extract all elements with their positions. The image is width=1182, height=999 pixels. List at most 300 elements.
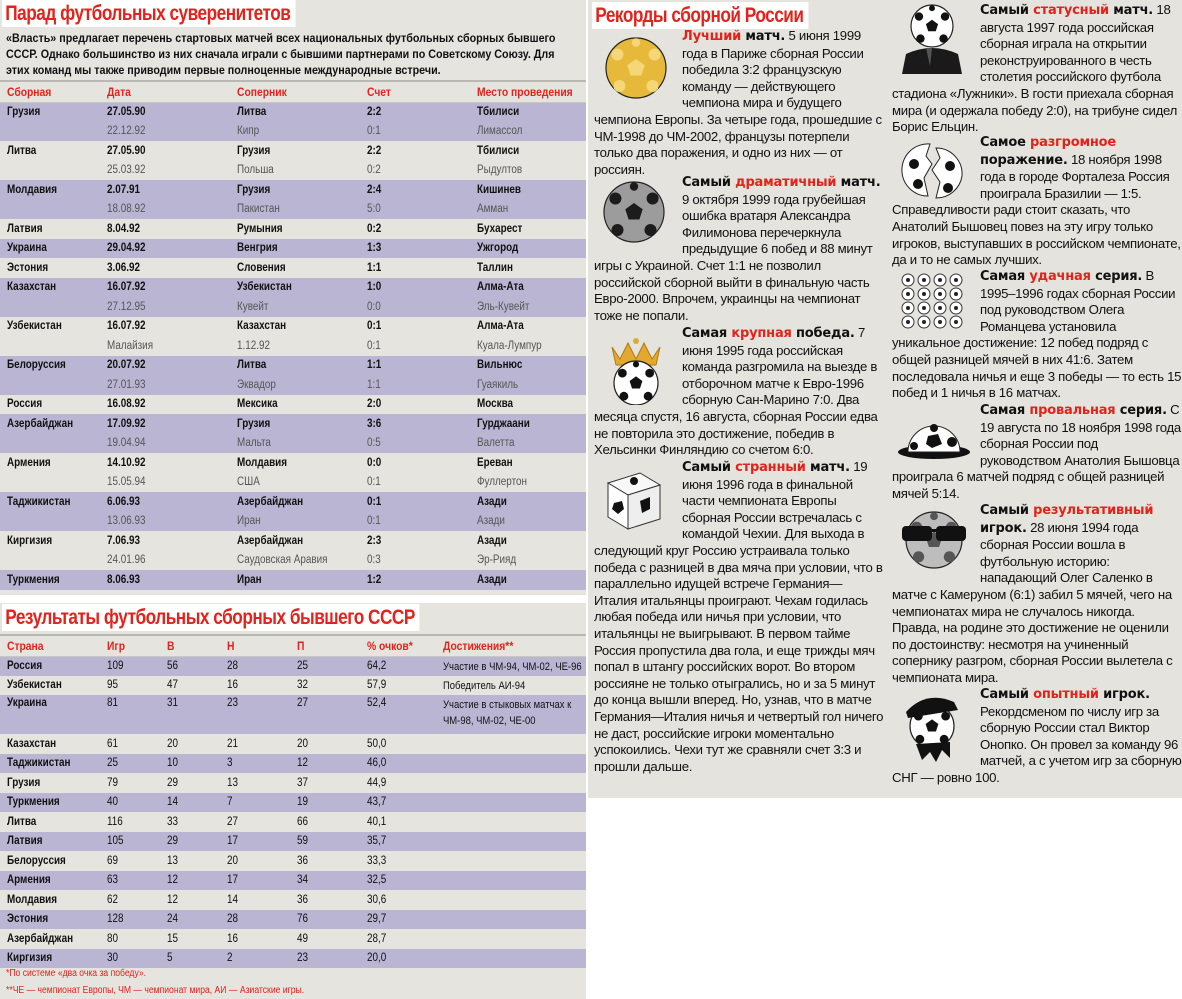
losses-cell: 12: [297, 757, 309, 770]
country-cell: Туркмения: [7, 796, 60, 809]
achievements-cell: [436, 851, 586, 871]
draws-cell: 7: [227, 796, 233, 809]
first-matches-table: [0, 80, 586, 590]
team-cell: [0, 297, 100, 317]
opponent-cell: Грузия: [237, 144, 271, 157]
results-table: [0, 634, 586, 968]
points-pct-cell: 20,0: [367, 952, 387, 965]
date-cell: 8.06.93: [107, 573, 141, 586]
score-cell: 1:0: [367, 281, 382, 294]
points-pct-cell: 50,0: [367, 737, 387, 750]
opponent-cell: 1.12.92: [237, 339, 271, 352]
achievements-cell: [436, 754, 586, 774]
points-pct-cell: 28,7: [367, 932, 387, 945]
score-cell: 1:1: [367, 261, 382, 274]
opponent-cell: Азербайджан: [237, 495, 304, 508]
col-header: Место проведения: [477, 84, 573, 99]
date-cell: 6.06.93: [107, 495, 141, 508]
table-row: [0, 336, 586, 356]
date-cell: 27.05.90: [107, 144, 146, 157]
losses-cell: 19: [297, 796, 309, 809]
wins-cell: 12: [167, 874, 179, 887]
games-cell: 81: [107, 697, 119, 709]
games-cell: 30: [107, 952, 119, 965]
score-cell: 0:1: [367, 125, 381, 138]
venue-cell: Алма-Ата: [477, 281, 524, 294]
team-cell: Таджикистан: [7, 495, 71, 508]
score-cell: 2:3: [367, 534, 382, 547]
country-cell: Литва: [7, 815, 37, 828]
venue-cell: Тбилиси: [477, 106, 520, 118]
opponent-cell: Узбекистан: [237, 281, 292, 294]
golden-ball-icon: [594, 28, 682, 100]
table-row: [0, 695, 586, 734]
points-pct-cell: 32,5: [367, 874, 387, 887]
wins-cell: 20: [167, 737, 179, 750]
points-pct-cell: 64,2: [367, 660, 387, 672]
points-pct-cell: 40,1: [367, 815, 387, 828]
team-cell: Туркмения: [7, 573, 60, 586]
opponent-cell: Польша: [237, 164, 274, 177]
score-cell: 1:2: [367, 573, 382, 586]
team-cell: Грузия: [7, 106, 41, 118]
score-cell: 0:1: [367, 495, 382, 508]
record-body: 7 июня 1995 года российская команда разгромила на выезде в отборочном матче к Евро-1996 сборную Сан-Марино 7:0. Два месяца спустя, 16 августа, сборная России едва не повторила это достижение, победив в Хельсинки Финляндию со счетом 6:0.: [594, 325, 878, 458]
wins-cell: 56: [167, 660, 179, 672]
table-row: [0, 453, 586, 473]
table-row: [0, 656, 586, 676]
team-cell: [0, 161, 100, 181]
games-cell: 79: [107, 776, 119, 789]
record-heading: Самое разгромное поражение.: [980, 135, 1117, 168]
points-pct-cell: 44,9: [367, 776, 387, 789]
record-body: 9 октября 1999 года грубейшая ошибка вратаря Александра Филимонова перечеркнула предыдущие 6 побед и 88 минут игры с Украиной. Счет 1:1 не позволил российской сборной выйти в финальную часть Евро-2000. Впрочем, украинцы на чемпионат тоже не попали.: [594, 191, 873, 323]
record-heading: Самая крупная победа.: [682, 326, 855, 341]
losses-cell: 27: [297, 697, 309, 709]
draws-cell: 23: [227, 697, 239, 709]
score-cell: 2:2: [367, 106, 382, 118]
record-item: [594, 174, 884, 324]
team-cell: Белоруссия: [7, 359, 66, 372]
venue-cell: Куала-Лумпур: [477, 339, 542, 352]
games-cell: 128: [107, 913, 124, 926]
opponent-cell: США: [237, 476, 260, 489]
record-heading: Самый статусный матч.: [980, 3, 1154, 18]
table-row: [0, 375, 586, 395]
opponent-cell: Эквадор: [237, 378, 276, 391]
score-cell: 1:1: [367, 359, 382, 372]
venue-cell: Азади: [477, 573, 507, 586]
draws-cell: 3: [227, 757, 233, 770]
table-row: [0, 793, 586, 813]
date-cell: 16.07.92: [107, 320, 146, 333]
venue-cell: Рыдултов: [477, 164, 523, 177]
country-cell: Узбекистан: [7, 679, 62, 692]
col-header: Счет: [367, 84, 391, 99]
achievements-cell: [436, 910, 586, 930]
col-header: Дата: [107, 84, 131, 99]
table-row: [0, 531, 586, 551]
sinking-ball-icon: [892, 402, 980, 462]
table-row: [0, 434, 586, 454]
grey-ball-icon: [594, 174, 682, 246]
date-cell: 17.09.92: [107, 417, 146, 430]
table-row: [0, 219, 586, 239]
country-cell: Молдавия: [7, 893, 58, 906]
parade-title: Парад футбольных суверенитетов: [2, 0, 295, 27]
date-cell: 25.03.92: [107, 164, 146, 177]
wins-cell: 15: [167, 932, 179, 945]
table-row: [0, 122, 586, 142]
draws-cell: 17: [227, 835, 239, 848]
record-body: 19 июня 1996 года в финальной части чемпионата Европы сборная России встречалась с командой Чехии. Для выхода в следующий круг Россию устраивала только победа с разницей в два мяча при условии, что в параллельно идущей встрече Германия—Италия итальянцы проиграют. Чехам годилась любая победа или ничья при условии, что итальянцы не выигрывают. В первом тайме Россия пропустила два гола, и еще трижды мяч попал в штангу российских ворот. Во втором россияне не только отыгрались, но и за 5 минут до конца вышли вперед. Но, узнав, что в матче Германия—Италия ничья и четвертый гол ничего не даст, российские игроки моментально успокоились. Чехи тут же сравняли счет 3:3 и прошли дальше.: [594, 459, 884, 774]
games-cell: 69: [107, 854, 119, 867]
record-heading: Самый драматичный матч.: [682, 175, 881, 190]
table-row: [0, 832, 586, 852]
date-cell: 14.10.92: [107, 456, 146, 469]
record-heading: Самый результативный игрок.: [980, 503, 1154, 536]
venue-cell: Вильнюс: [477, 359, 523, 372]
record-item: [594, 325, 884, 459]
record-item: [892, 268, 1182, 402]
record-body: С 19 августа по 18 ноября 1998 года сборная России под руководством Анатолия Бышовца проиграла 6 матчей подряд с общей разницей мячей 5:14.: [892, 402, 1181, 501]
table-row: [0, 200, 586, 220]
team-cell: Молдавия: [7, 183, 58, 196]
date-cell: 24.01.96: [107, 554, 146, 567]
table-row: [0, 141, 586, 161]
date-cell: 15.05.94: [107, 476, 146, 489]
parade-title-wrap: [2, 0, 360, 27]
country-cell: Азербайджан: [7, 932, 74, 945]
footnote-abbrev: **ЧЕ — чемпионат Европы, ЧМ — чемпионат мира, АИ — Азиатские игры.: [6, 985, 305, 996]
losses-cell: 59: [297, 835, 309, 848]
score-cell: 0:5: [367, 437, 381, 450]
date-cell: 2.07.91: [107, 183, 141, 196]
opponent-cell: Кувейт: [237, 300, 269, 313]
date-cell: 16.07.92: [107, 281, 146, 294]
opponent-cell: Мальта: [237, 437, 271, 450]
score-cell: 5:0: [367, 203, 381, 216]
draws-cell: 16: [227, 932, 239, 945]
broken-ball-icon: [892, 134, 980, 202]
wins-cell: 29: [167, 776, 179, 789]
venue-cell: Лимассол: [477, 125, 523, 138]
record-item: [594, 28, 884, 178]
col-header: Соперник: [237, 84, 287, 99]
venue-cell: Азади: [477, 495, 507, 508]
col-header: Страна: [7, 638, 44, 653]
table-row: [0, 180, 586, 200]
draws-cell: 16: [227, 679, 239, 692]
opponent-cell: Азербайджан: [237, 534, 304, 547]
wins-cell: 47: [167, 679, 179, 692]
achievements-cell: [436, 734, 586, 754]
wins-cell: 33: [167, 815, 179, 828]
score-cell: 2:4: [367, 183, 382, 196]
draws-cell: 13: [227, 776, 239, 789]
draws-cell: 20: [227, 854, 239, 867]
col-header: Игр: [107, 638, 126, 653]
points-pct-cell: 33,3: [367, 854, 387, 867]
team-cell: Россия: [7, 398, 43, 411]
ball-grid-icon: [892, 268, 980, 332]
venue-cell: Эр-Рияд: [477, 554, 517, 567]
record-body: 5 июня 1999 года в Париже сборная России победила 3:2 французскую команду — действующего чемпиона мира и будущего чемпиона Европы. За четыре года, прошедшие с ЧМ-1998 до ЧМ-2002, французы потерпели только два поражения, и одно из них — от россиян.: [594, 28, 882, 177]
date-cell: Малайзия: [107, 339, 154, 352]
score-cell: 2:2: [367, 144, 382, 157]
table-row: [0, 258, 586, 278]
opponent-cell: Саудовская Аравия: [237, 554, 328, 567]
table-header-row: [0, 635, 586, 656]
score-cell: 0:1: [367, 339, 381, 352]
score-cell: 0:2: [367, 164, 381, 177]
score-cell: 2:0: [367, 398, 382, 411]
score-cell: 0:0: [367, 456, 382, 469]
col-header: В: [167, 638, 175, 653]
record-item: [892, 686, 1182, 787]
table-row: [0, 102, 586, 122]
wins-cell: 12: [167, 893, 179, 906]
date-cell: 13.06.93: [107, 515, 146, 528]
country-cell: Украина: [7, 697, 47, 709]
date-cell: 27.01.93: [107, 378, 146, 391]
record-item: [892, 502, 1182, 687]
losses-cell: 37: [297, 776, 309, 789]
venue-cell: Таллин: [477, 261, 513, 274]
record-body: 28 июня 1994 года сборная России вошла в футбольную историю: нападающий Олег Саленко в матче с Камеруном (6:1) забил 5 мячей, чего на чемпионатах мира не случалось никогда. Правда, на родине это достижение не оценили по достоинству: несмотря на учиненный сопернику разгром, сборная России вылетела с чемпионата мира.: [892, 519, 1173, 685]
team-cell: [0, 122, 100, 142]
achievements-cell: [436, 773, 586, 793]
opponent-cell: Грузия: [237, 417, 271, 430]
achievements-cell: [436, 871, 586, 891]
venue-cell: Бухарест: [477, 222, 523, 235]
table-row: [0, 356, 586, 376]
team-cell: [0, 336, 100, 356]
losses-cell: 20: [297, 737, 309, 750]
games-cell: 40: [107, 796, 119, 809]
table-row: [0, 812, 586, 832]
team-cell: Литва: [7, 144, 37, 157]
games-cell: 61: [107, 737, 119, 750]
opponent-cell: Иран: [237, 515, 261, 528]
team-cell: [0, 434, 100, 454]
draws-cell: 28: [227, 660, 239, 672]
team-cell: Азербайджан: [7, 417, 74, 430]
bearded-ball-icon: [892, 686, 980, 766]
venue-cell: Азади: [477, 515, 505, 528]
date-cell: 3.06.92: [107, 261, 141, 274]
games-cell: 63: [107, 874, 119, 887]
table-row: [0, 754, 586, 774]
venue-cell: Фуллертон: [477, 476, 527, 489]
country-cell: Россия: [7, 660, 43, 672]
team-cell: [0, 200, 100, 220]
table-row: [0, 317, 586, 337]
venue-cell: Ужгород: [477, 242, 519, 255]
table-row: [0, 929, 586, 949]
date-cell: 18.08.92: [107, 203, 146, 216]
venue-cell: Кишинев: [477, 183, 521, 196]
table-row: [0, 414, 586, 434]
table-row: [0, 161, 586, 181]
record-body: 18 ноября 1998 года в городе Форталеза Россия проиграла Бразилии — 1:5. Справедливости ради стоит сказать, что Анатолий Бышовец повез на эту игру только игроков, выступавших в российском чемпионате, да и то не самых лучших.: [892, 151, 1181, 268]
country-cell: Белоруссия: [7, 854, 66, 867]
team-cell: Армения: [7, 456, 51, 469]
wins-cell: 5: [167, 952, 173, 965]
opponent-cell: Грузия: [237, 183, 271, 196]
score-cell: 1:1: [367, 378, 381, 391]
table-row: [0, 773, 586, 793]
section-divider: [0, 595, 586, 603]
parade-intro: «Власть» предлагает перечень стартовых матчей всех национальных футбольных сборных бывшего СССР. Однако большинство из них сначала играли с бывшими партнерами по Советскому Союзу. Для этих команд мы также приводим первые полноценные международные встречи.: [6, 31, 556, 77]
venue-cell: Азади: [477, 534, 507, 547]
date-cell: 22.12.92: [107, 125, 146, 138]
wins-cell: 13: [167, 854, 179, 867]
country-cell: Грузия: [7, 776, 41, 789]
team-cell: [0, 551, 100, 571]
country-cell: Латвия: [7, 835, 43, 848]
record-body: В 1995–1996 годах сборная России под руководством Олега Романцева установила уникальное достижение: 12 побед подряд с общей разницей мячей в них 41:6. Затем последовала ничья и еще 3 победы — то есть 15 побед и 1 ничья в 16 матчах.: [892, 268, 1182, 401]
team-cell: Узбекистан: [7, 320, 62, 333]
wins-cell: 10: [167, 757, 179, 770]
table-row: [0, 278, 586, 298]
country-cell: Киргизия: [7, 952, 53, 965]
record-heading: Самая удачная серия.: [980, 269, 1143, 284]
record-item: [892, 2, 1182, 136]
score-cell: 3:6: [367, 417, 382, 430]
record-item: [892, 402, 1182, 503]
footnote-points: *По системе «два очка за победу».: [6, 968, 147, 979]
venue-cell: Гурджаани: [477, 417, 530, 430]
points-pct-cell: 43,7: [367, 796, 387, 809]
games-cell: 95: [107, 679, 119, 692]
score-cell: 1:3: [367, 242, 382, 255]
date-cell: 29.04.92: [107, 242, 146, 255]
achievements-cell: [436, 793, 586, 813]
ball-sunglasses-icon: [892, 502, 980, 574]
losses-cell: 23: [297, 952, 309, 965]
table-row: [0, 890, 586, 910]
table-row: [0, 734, 586, 754]
table-row: [0, 570, 586, 590]
crowned-ball-icon: [594, 325, 682, 405]
games-cell: 105: [107, 835, 124, 848]
wins-cell: 31: [167, 697, 179, 709]
score-cell: 0:3: [367, 554, 381, 567]
games-cell: 116: [107, 815, 123, 828]
team-cell: Киргизия: [7, 534, 53, 547]
losses-cell: 25: [297, 660, 309, 672]
col-header: Сборная: [7, 84, 52, 99]
venue-cell: Москва: [477, 398, 514, 411]
games-cell: 80: [107, 932, 119, 945]
cube-ball-icon: [594, 459, 682, 531]
record-heading: Лучший матч.: [682, 29, 786, 44]
draws-cell: 14: [227, 893, 239, 906]
achievements-cell: [436, 949, 586, 969]
achievements-cell: [436, 832, 586, 852]
wins-cell: 24: [167, 913, 179, 926]
team-cell: Украина: [7, 242, 47, 255]
draws-cell: 28: [227, 913, 239, 926]
col-header: Н: [227, 638, 235, 653]
losses-cell: 66: [297, 815, 309, 828]
country-cell: Казахстан: [7, 737, 57, 750]
date-cell: 19.04.94: [107, 437, 146, 450]
venue-cell: Гуаякиль: [477, 378, 519, 391]
col-header: Достижения**: [443, 638, 514, 653]
results-title: Результаты футбольных сборных бывшего СССР: [2, 604, 420, 631]
score-cell: 0:1: [367, 476, 381, 489]
points-pct-cell: 46,0: [367, 757, 387, 770]
opponent-cell: Пакистан: [237, 203, 280, 216]
draws-cell: 17: [227, 874, 239, 887]
losses-cell: 36: [297, 854, 309, 867]
opponent-cell: Литва: [237, 106, 267, 118]
achievements-cell: Победитель АИ-94: [443, 679, 526, 692]
table-row: [0, 551, 586, 571]
table-row: [0, 473, 586, 493]
opponent-cell: Венгрия: [237, 242, 278, 255]
games-cell: 109: [107, 660, 124, 672]
date-cell: 7.06.93: [107, 534, 141, 547]
points-pct-cell: 35,7: [367, 835, 387, 848]
games-cell: 62: [107, 893, 119, 906]
country-cell: Эстония: [7, 913, 49, 926]
record-body: Рекордсменом по числу игр за сборную России стал Виктор Онопко. Он провел за команду 96 матчей, а с учетом игр за сборную СНГ — ровно 100.: [892, 703, 1182, 785]
team-cell: [0, 375, 100, 395]
table-row: [0, 239, 586, 259]
opponent-cell: Румыния: [237, 222, 283, 235]
opponent-cell: Иран: [237, 573, 262, 586]
suited-ball-head-icon: [892, 2, 980, 70]
score-cell: 0:0: [367, 300, 381, 313]
score-cell: 0:1: [367, 515, 381, 528]
score-cell: 0:2: [367, 222, 382, 235]
table-row: [0, 851, 586, 871]
wins-cell: 29: [167, 835, 179, 848]
points-pct-cell: 57,9: [367, 679, 387, 692]
losses-cell: 34: [297, 874, 309, 887]
venue-cell: Тбилиси: [477, 144, 520, 157]
draws-cell: 21: [227, 737, 239, 750]
achievements-cell: [436, 812, 586, 832]
record-body: 18 августа 1997 года российская сборная играла на открытии реконструированного в честь столетия российского футбола стадиона «Лужники». В гости приехала сборная мира (и одержала победу 2:0), на трибуне сидел Борис Ельцин.: [892, 2, 1177, 135]
table-row: [0, 949, 586, 969]
col-header: П: [297, 638, 305, 653]
table-row: [0, 676, 586, 696]
achievements-cell: Участие в стыковых матчах к ЧМ-98, ЧМ-02, ЧЕ-00: [443, 699, 572, 727]
date-cell: 16.08.92: [107, 398, 146, 411]
table-row: [0, 871, 586, 891]
date-cell: 27.12.95: [107, 300, 146, 313]
losses-cell: 32: [297, 679, 309, 692]
date-cell: 20.07.92: [107, 359, 146, 372]
col-header: % очков*: [367, 638, 413, 653]
country-cell: Армения: [7, 874, 51, 887]
venue-cell: Валетта: [477, 437, 515, 450]
record-heading: Самый опытный игрок.: [980, 687, 1150, 702]
opponent-cell: Молдавия: [237, 456, 288, 469]
draws-cell: 2: [227, 952, 233, 965]
table-row: [0, 297, 586, 317]
achievements-cell: Участие в ЧМ-94, ЧМ-02, ЧЕ-96: [443, 660, 582, 673]
score-cell: 0:1: [367, 320, 382, 333]
team-cell: Латвия: [7, 222, 43, 235]
record-item: [892, 134, 1182, 269]
records-title: Рекорды сборной России: [592, 2, 808, 29]
opponent-cell: Словения: [237, 261, 286, 274]
